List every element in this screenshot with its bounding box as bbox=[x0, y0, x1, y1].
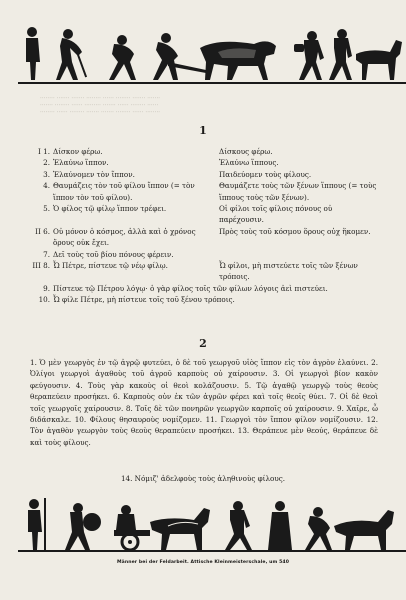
plural-sentence: Δίσκους φέρω. bbox=[219, 147, 273, 156]
exercise-row bbox=[26, 180, 378, 203]
exercise-marker: II 6. bbox=[35, 226, 50, 236]
section-number-1: 1 bbox=[199, 124, 207, 137]
exercise-row bbox=[26, 157, 378, 168]
plural-sentence: Παιδεύομεν τοὺς φίλους. bbox=[219, 169, 312, 179]
exercise-row-full bbox=[26, 283, 378, 294]
exercise-marker: 10. bbox=[38, 295, 50, 305]
exercise-marker: 3. bbox=[43, 169, 50, 179]
exercise-row bbox=[26, 249, 378, 260]
plural-sentence: Ὦ φίλοι, μὴ πιστεύετε τοῖς τῶν ξένων τρόποις. bbox=[219, 261, 358, 282]
exercise-row bbox=[26, 169, 378, 180]
exercise-sentence: Πίστευε τῷ Πέτρου λόγῳ· ὁ γὰρ φίλος τοῖς τῶν φίλων λόγοις ἀεὶ πιστεύει. bbox=[53, 283, 328, 293]
exercise-row bbox=[26, 226, 378, 249]
vase-painting-chariot-scene bbox=[18, 492, 406, 554]
exercise-marker: 5. bbox=[43, 204, 50, 214]
singular-sentence: Θαυμάζεις τὸν τοῦ φίλου ἵππον (= τὸν ἵππον τὸν τοῦ φίλου). bbox=[53, 181, 195, 202]
section-2-last-line: 14. Νόμιζ' ἀδελφοὺς τοὺς ἀληθινοὺς φίλους. bbox=[120, 474, 286, 483]
top-frieze-illustration bbox=[18, 18, 406, 86]
plural-sentence: Πρὸς τοὺς τοῦ κόσμου ὅρους οὐχ ἥκομεν. bbox=[219, 226, 371, 236]
caption-text: Männer bei der Feldarbeit. Attische Kleinmeisterschale, um 540 bbox=[116, 560, 289, 565]
exercise-row bbox=[26, 203, 378, 226]
singular-sentence: Δεῖ τοὺς τοῦ βίου πόνους φέρειν. bbox=[53, 249, 174, 259]
show-through-text: ········ ······· ······· ········ ······ ········ ······· ······· ······· ········ ······ ········· ······· ······ ········ ······ ········ ······ ········ ······· ······· ········ ······ ········ bbox=[40, 96, 161, 116]
section-number-2: 2 bbox=[199, 337, 207, 350]
exercise-marker: 7. bbox=[43, 249, 50, 259]
illustration-caption bbox=[0, 560, 406, 565]
section-2-paragraph: 1. Ὁ μὲν γεωργὸς ἐν τῷ ἀγρῷ φυτεύει, ὁ δὲ τοῦ γεωργοῦ υἱὸς ἵππον εἰς τὸν ἀγρὸν ἐλαύνει. 2. Ὀλίγοι γεωργοὶ ἀγαθοὺς τοῦ ἀγροῦ καρποὺς οὐ χαίρουσιν. 3. Οἱ γεωργοὶ βίον κακὸν φεύγουσιν. 4. Τοὺς γὰρ κακοὺς οἱ θεοὶ κολάζουσιν. 5. Τῷ ἀγαθῷ γεωργῷ τοὺς θεοὺς θεραπεύειν προσήκει. 6. Καρποὺς οὐν ἐκ τῶν ἀγρῶν φέρει καὶ τοῖς θεοῖς θύει. 7. Οἱ δὲ θεοὶ τοῖς γεωργοῖς χαίρουσιν. 8. Τοῖς δὲ τῶν πονηρῶν γεωργῶν καρποῖς οὐ χαίρουσιν. 9. Χαῖρε, ὦ διδάσκαλε. 10. Φίλους θησαυροὺς νομίζομεν. 11. Γεωργοὶ τὸν ἵππον φίλον νομίζουσιν. 12. Τὸν ἀγαθὸν γεωργὸν τοὺς θεοὺς θεραπεύειν προσήκει. 13. Θεράπευε μὲν θεούς, θεράπευε δὲ καὶ τοὺς φίλους. bbox=[30, 358, 378, 447]
section-1-exercises bbox=[26, 146, 378, 306]
plural-sentence: Οἱ φίλοι τοῖς φίλοις πόνους οὐ παρέχουσιν. bbox=[219, 204, 333, 225]
singular-sentence: Ἐλαύνω ἵππον. bbox=[53, 158, 109, 168]
plural-sentence: Ἐλαύνω ἵππους. bbox=[219, 158, 279, 168]
exercise-marker: III 8. bbox=[32, 261, 50, 271]
exercise-marker: 4. bbox=[43, 181, 50, 191]
exercise-marker: I 1. bbox=[38, 147, 50, 156]
exercise-row-full bbox=[26, 294, 378, 305]
exercise-marker: 2. bbox=[43, 158, 50, 168]
vase-painting-figures bbox=[18, 18, 406, 86]
exercise-row bbox=[26, 146, 378, 157]
singular-sentence: Ἐλαύνομεν τὸν ἵππον. bbox=[53, 169, 135, 179]
exercise-row bbox=[26, 260, 378, 283]
singular-sentence: Ὦ Πέτρε, πίστευε τῷ νέῳ φίλῳ. bbox=[53, 261, 168, 271]
singular-sentence: Οὐ μόνον ὁ κόσμος, ἀλλὰ καὶ ὁ χρόνος ὅρους οὐκ ἔχει. bbox=[53, 226, 196, 248]
bottom-frieze-illustration bbox=[18, 492, 406, 554]
singular-sentence: Ὁ φίλος τῷ φίλῳ ἵππον τρέφει. bbox=[53, 204, 167, 214]
plural-sentence: Θαυμάζετε τοὺς τῶν ξένων ἵππους (= τοὺς ἵππους τοὺς τῶν ξένων). bbox=[219, 181, 377, 202]
singular-sentence: Δίσκον φέρω. bbox=[53, 147, 103, 156]
exercise-sentence: Ὦ φίλε Πέτρε, μὴ πίστευε τοῖς τοῦ ξένου τρόποις. bbox=[53, 295, 235, 305]
exercise-marker: 9. bbox=[43, 283, 50, 293]
